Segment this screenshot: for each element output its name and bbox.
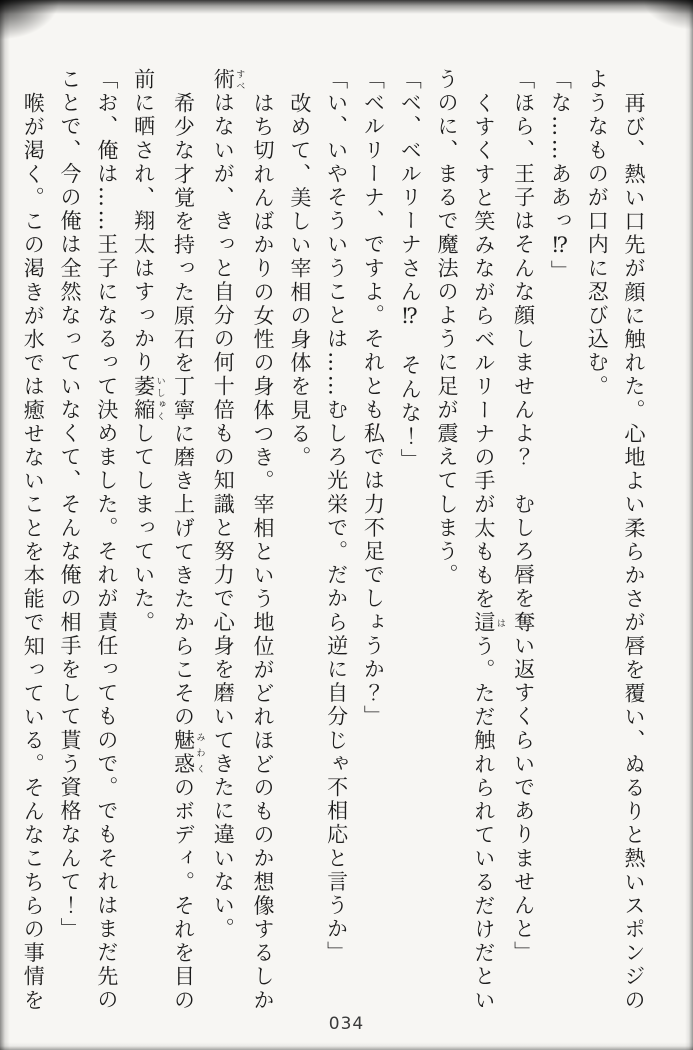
page-number: 034 <box>328 1014 365 1034</box>
scan-edge-right <box>685 0 693 1050</box>
text-line: 「ベルリーナ、ですよ。それとも私では力不足でしょうか？」 <box>361 68 386 729</box>
ruby-annotated-word: 魅惑 みわく <box>171 728 205 776</box>
text-line: はち切れんばかりの女性の身体つき。宰相という地位がどれほどのものか想像するしか <box>251 91 276 1012</box>
ruby-annotated-word: 這 は <box>471 610 505 635</box>
text-line: 「ベ、ベルリーナさん⁉ そんな！」 <box>398 68 423 473</box>
text-line: 希少な才覚を持った原石を丁寧に磨き上げてきたからこその魅惑 みわくのボディ。それを目の <box>171 91 205 1012</box>
text-line: 再び、熱い口先が顔に触れた。心地よい柔らかさが唇を覆い、ぬるりと熱いスポンジの <box>622 91 646 1012</box>
text-line: 「な……ああっ⁉」 <box>548 68 573 284</box>
text-line: 前に晒され、翔太はすっかり萎縮 いしゅくしてしまっていた。 <box>131 68 165 635</box>
text-line: 術 すべはないが、きっと自分の何十倍もの知識と努力で心身を磨いてきたに違いない。 <box>211 68 245 942</box>
text-line: ことで、今の俺は全然なっていなくて、そんな俺の相手をして貰う資格なんて！」 <box>58 68 83 942</box>
text-line: くすくすと笑みながらベルリーナの手が太ももを這 はう。ただ触れられているだけだとい <box>471 91 505 1013</box>
scan-edge-bottom <box>0 1042 693 1050</box>
scan-edge-top <box>0 0 693 14</box>
scan-edge-left <box>0 0 10 1050</box>
text-line: 「い、いやそういうことは……むしろ光栄で。だから逆に自分じゃ不相応と言うか」 <box>324 68 349 965</box>
ruby-annotated-word: 萎縮 いしゅく <box>131 374 165 423</box>
text-line: 改めて、美しい宰相の身体を見る。 <box>287 91 312 470</box>
text-line: 「お、俺は……王子になるって決めました。それが責任ってもので。でもそれはまだ先の <box>94 68 119 1012</box>
scan-corner-top-right <box>643 0 693 30</box>
text-line: 喉が渇く。この渇きが水では癒せないことを本能で知っている。そんなこちらの事情を <box>21 91 46 1012</box>
text-line: 「ほら、王子はそんな顔しませんよ？ むしろ唇を奪い返すくらいでありませんと」 <box>511 68 536 965</box>
text-line: ようなものが口内に忍び込む。 <box>585 68 610 399</box>
text-line: うのに、まるで魔法のように足が震えてしまう。 <box>435 68 460 588</box>
ruby-annotated-word: 術 すべ <box>211 68 245 92</box>
scan-corner-top-left <box>0 0 60 40</box>
text-columns <box>21 68 652 1018</box>
